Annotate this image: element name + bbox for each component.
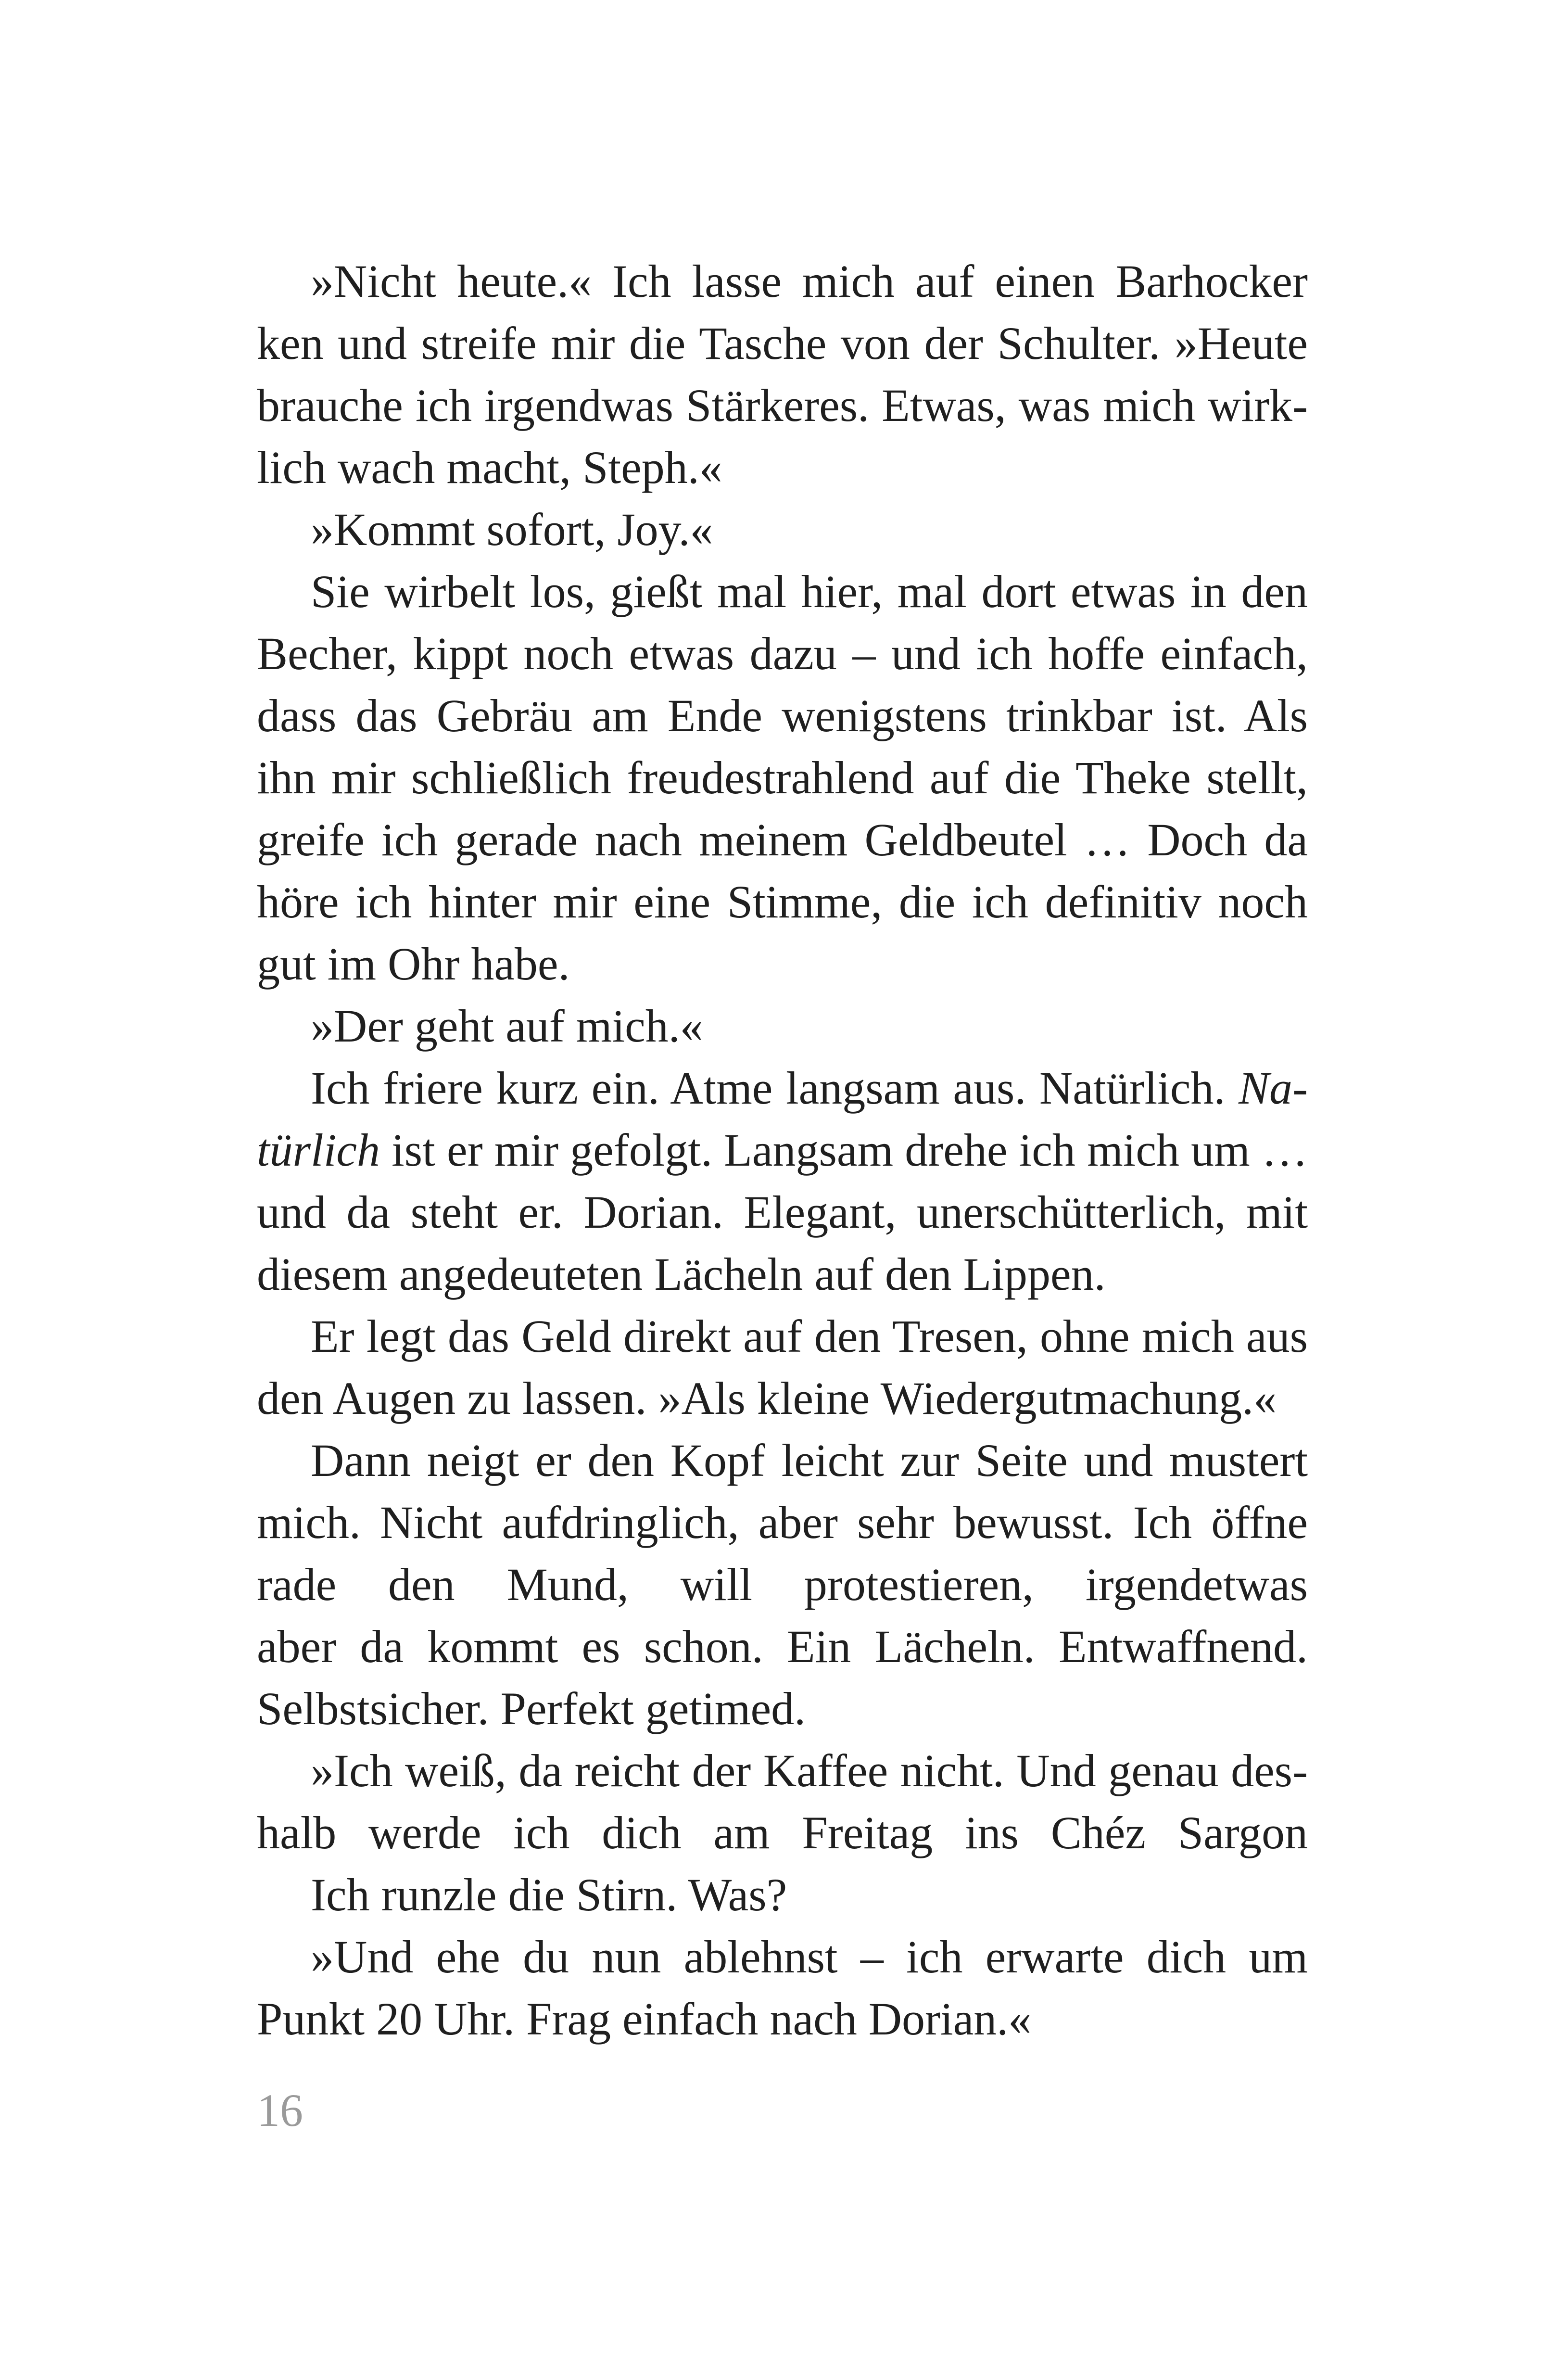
- text-line: den Augen zu lassen. »Als kleine Wiedergutmachung.«: [257, 1373, 1277, 1424]
- text-run: ist er mir gefolgt. Langsam drehe ich mich um …: [379, 1124, 1308, 1176]
- text-line: Selbstsicher. Perfekt getimed.: [257, 1683, 806, 1734]
- text-line: dass das Gebräu am Ende wenigstens trinkbar ist. Als: [257, 690, 1308, 741]
- text-line: »Ich weiß, da reicht der Kaffee nicht. Und genau des-: [311, 1745, 1308, 1796]
- text-line: Punkt 20 Uhr. Frag einfach nach Dorian.«: [257, 1993, 1032, 2045]
- text-line: aber da kommt es schon. Ein Lächeln. Entwaffnend.: [257, 1621, 1308, 1672]
- text-line: »Kommt sofort, Joy.«: [311, 504, 713, 555]
- text-line: und da steht er. Dorian. Elegant, unerschütterlich, mit: [257, 1186, 1308, 1238]
- text-line: gut im Ohr habe.: [257, 938, 570, 990]
- text-line: Becher, kippt noch etwas dazu – und ich hoffe einfach,: [257, 628, 1308, 679]
- text-line: lich wach macht, Steph.«: [257, 442, 722, 493]
- text-line: Sie wirbelt los, gießt mal hier, mal dort etwas in den: [311, 566, 1308, 617]
- text-line: »Der geht auf mich.«: [311, 1000, 703, 1052]
- text-line: Ich runzle die Stirn. Was?: [311, 1869, 787, 1920]
- text-line: rade den Mund, will protestieren, irgendetwas: [257, 1559, 1308, 1610]
- text-line: mich. Nicht aufdringlich, aber sehr bewusst. Ich öffne: [257, 1497, 1308, 1548]
- text-run: Ich friere kurz ein. Atme langsam aus. Natürlich.: [311, 1062, 1239, 1114]
- text-line: Er legt das Geld direkt auf den Tresen, ohne mich aus: [311, 1310, 1308, 1362]
- text-line: halb werde ich dich am Freitag ins Chéz Sargon: [257, 1807, 1308, 1858]
- text-line: [257, 1119, 1308, 1181]
- text-line: Dann neigt er den Kopf leicht zur Seite und mustert: [311, 1435, 1308, 1486]
- text-line: ihn mir schließlich freudestrahlend auf die Theke stellt,: [257, 752, 1308, 803]
- page-number: 16: [257, 2084, 303, 2136]
- text-line: brauche ich irgendwas Stärkeres. Etwas, was mich wirk-: [257, 380, 1308, 431]
- text-line: höre ich hinter mir eine Stimme, die ich definitiv noch: [257, 876, 1308, 928]
- emphasis-run: türlich: [257, 1124, 380, 1176]
- text-line: diesem angedeuteten Lächeln auf den Lippen.: [257, 1248, 1106, 1300]
- text-line: »Und ehe du nun ablehnst – ich erwarte dich um: [311, 1931, 1308, 1983]
- text-line: »Nicht heute.« Ich lasse mich auf einen Barhocker: [311, 255, 1308, 307]
- text-line: greife ich gerade nach meinem Geldbeutel … Doch da: [257, 814, 1308, 865]
- text-line: [257, 1057, 1308, 1119]
- emphasis-run: Na-: [1239, 1062, 1308, 1114]
- body-text: [257, 250, 1308, 2050]
- text-line: ken und streife mir die Tasche von der Schulter. »Heute: [257, 318, 1308, 369]
